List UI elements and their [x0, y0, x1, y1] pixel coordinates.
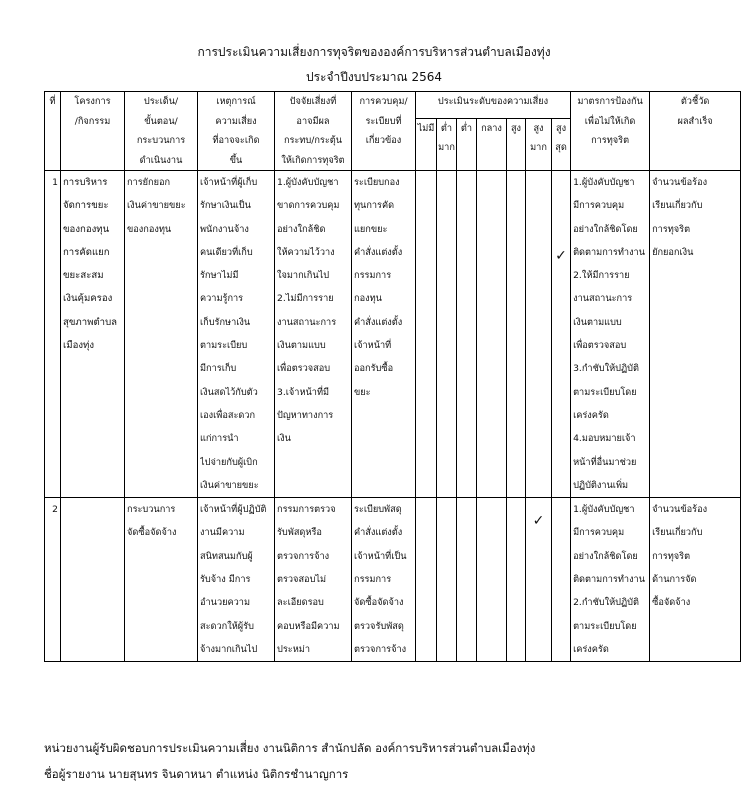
cell-line: ของกองทุน: [63, 223, 110, 235]
cell-line: เงินตามแบบ: [573, 316, 622, 328]
cell-line: สุขภาพตำบล: [63, 316, 118, 328]
cell-line: การทุจริต: [652, 550, 691, 562]
row-number: 1: [45, 171, 61, 498]
level-cell: [457, 498, 477, 662]
cell-line: เงินค่าขายขยะ: [127, 200, 186, 212]
cell-line: 1.ผู้บังคับบัญชา: [277, 177, 339, 188]
cell-line: ระเบียบพัสดุ: [354, 504, 402, 516]
cell-line: สะดวกให้ผู้รับ: [200, 620, 254, 632]
cell-line: หน้าที่อื่นมาช่วย: [573, 456, 637, 468]
header-level-high: สูง: [507, 118, 526, 170]
cell-line: เมืองทุ่ง: [63, 340, 95, 352]
cell-line: เจ้าหน้าที่ผู้เก็บ: [200, 177, 258, 188]
issue-cell: [125, 171, 198, 498]
control-cell: [352, 171, 416, 498]
cell-line: ตรวจการจ้าง: [277, 550, 330, 562]
indicator-cell: [650, 498, 741, 662]
cell-line: กองทุน: [354, 293, 382, 305]
cell-line: รับจ้าง มีการ: [200, 574, 251, 586]
cell-line: ประหม่า: [277, 643, 310, 655]
cell-line: คำสั่งแต่งตั้ง: [354, 316, 403, 328]
cell-line: เจ้าหน้าที่: [354, 340, 392, 352]
level-cell: [552, 498, 571, 662]
cell-line: เงินค่าขายขยะ: [200, 479, 259, 491]
checkmark-icon: ✓: [532, 513, 545, 530]
cell-line: งานมีความ: [200, 527, 245, 539]
control-cell: [352, 498, 416, 662]
cell-line: ตรวจสอบไม่: [277, 574, 327, 586]
cell-line: สนิทสนมกับผู้: [200, 550, 253, 562]
cell-line: มีการเก็บ: [200, 363, 237, 375]
risk-assessment-table: [44, 91, 741, 662]
fiscal-year-subtitle: ประจำปีงบประมาณ 2564: [305, 70, 442, 84]
header-level-very-low: ต่ำ มาก: [437, 118, 457, 170]
header-level-low: ต่ำ: [457, 118, 477, 170]
cell-line: จัดซื้อจัดจ้าง: [354, 597, 404, 609]
cell-line: ระเบียบกอง: [354, 177, 400, 188]
header-level-highest: สูง สุด: [552, 118, 571, 170]
level-cell: [416, 498, 437, 662]
cell-line: ของกองทุน: [127, 223, 172, 235]
cell-line: ละเอียดรอบ: [277, 597, 324, 609]
cell-line: กรรมการ: [354, 270, 392, 282]
cell-line: เรียนเกี่ยวกับ: [652, 527, 703, 539]
cell-line: 2.ไม่มีการราย: [277, 293, 334, 305]
level-cell: [526, 498, 552, 662]
cell-line: ปฏิบัติงานเพิ่ม: [573, 479, 629, 491]
cell-line: คำสั่งแต่งตั้ง: [354, 246, 403, 258]
cell-line: เองเพื่อสะดวก: [200, 409, 256, 421]
level-cell: [437, 498, 457, 662]
cell-line: มีการควบคุม: [573, 200, 625, 212]
cell-line: เงินตามแบบ: [277, 340, 326, 352]
cell-line: ยักยอกเงิน: [652, 246, 694, 258]
cell-line: 3.เจ้าหน้าที่มี: [277, 386, 330, 398]
reporter-info: ชื่อผู้รายงาน นายสุนทร จินดาหนา ตำแหน่ง นิติกรชำนาญการ: [44, 767, 349, 781]
table-row: [45, 498, 741, 662]
risk-factor-cell: [275, 171, 352, 498]
level-cell: [477, 498, 507, 662]
cell-line: เคร่งครัด: [573, 409, 609, 421]
cell-line: งานสถานะการ: [573, 293, 633, 305]
level-cell: [477, 171, 507, 498]
header-no: ที่: [45, 92, 61, 171]
cell-line: จำนวนข้อร้อง: [652, 177, 708, 188]
cell-line: คำสั่งแต่งตั้ง: [354, 527, 403, 539]
cell-line: ติดตามการทำงาน: [573, 246, 645, 258]
cell-line: ออกรับซื้อ: [354, 363, 394, 375]
level-cell: [457, 171, 477, 498]
cell-line: อย่างใกล้ชิดโดย: [573, 223, 638, 235]
header-indicator: ตัวชี้วัด ผลสำเร็จ: [650, 92, 741, 171]
cell-line: รับพัสดุหรือ: [277, 527, 322, 539]
cell-line: รักษาเงินเป็น: [200, 200, 251, 212]
cell-line: ซื้อจัดจ้าง: [652, 597, 691, 609]
cell-line: 3.กำชับให้ปฏิบัติ: [573, 363, 639, 375]
cell-line: ตามระเบียบโดย: [573, 620, 637, 632]
header-level-very-high: สูง มาก: [526, 118, 552, 170]
cell-line: เงินสดไว้กับตัว: [200, 386, 258, 398]
cell-line: แก่การนำ: [200, 433, 239, 445]
header-level-medium: กลาง: [477, 118, 507, 170]
cell-line: เพื่อตรวจสอบ: [573, 340, 627, 352]
project-cell: [61, 498, 125, 662]
level-cell: [552, 171, 571, 498]
document-title: การประเมินความเสี่ยงการทุจริตขององค์การบริหารส่วนตำบลเมืองทุ่ง: [197, 45, 551, 59]
level-cell: [437, 171, 457, 498]
cell-line: อย่างใกล้ชิด: [277, 223, 326, 235]
header-risk-event: เหตุการณ์ ความเสี่ยง ที่อาจจะเกิด ขึ้น: [198, 92, 275, 171]
cell-line: กรรมการ: [354, 574, 392, 586]
cell-line: อำนวยความ: [200, 597, 251, 609]
cell-line: การบริหาร: [63, 177, 108, 188]
cell-line: เงิน: [277, 433, 291, 445]
cell-line: ทุนการคัด: [354, 200, 395, 212]
cell-line: พนักงานจ้าง: [200, 223, 249, 235]
cell-line: ไปจ่ายกับผู้เบิก: [200, 456, 258, 468]
cell-line: แยกขยะ: [354, 223, 388, 235]
level-cell: [507, 498, 526, 662]
cell-line: เจ้าหน้าที่ผู้ปฏิบัติ: [200, 504, 267, 516]
cell-line: ตรวจการจ้าง: [354, 643, 407, 655]
cell-line: ติดตามการทำงาน: [573, 574, 645, 586]
cell-line: 1.ผู้บังคับบัญชา: [573, 177, 635, 188]
cell-line: ด้านการจัด: [652, 574, 697, 586]
cell-line: คอบหรือมีความ: [277, 620, 340, 632]
table-row: [45, 171, 741, 498]
cell-line: งานสถานะการ: [277, 316, 337, 328]
header-project: โครงการ /กิจกรรม: [61, 92, 125, 171]
cell-line: การคัดแยก: [63, 246, 110, 258]
cell-line: ใจมากเกินไป: [277, 270, 330, 282]
prevention-measure-cell: [571, 498, 650, 662]
cell-line: จัดซื้อจัดจ้าง: [127, 527, 177, 539]
risk-factor-cell: [275, 498, 352, 662]
header-risk-level-group: ประเมินระดับของความเสี่ยง: [416, 92, 571, 119]
cell-line: ตรวจรับพัสดุ: [354, 620, 404, 632]
level-cell: [416, 171, 437, 498]
cell-line: 4.มอบหมายเจ้า: [573, 433, 636, 445]
cell-line: กรรมการตรวจ: [277, 504, 336, 516]
cell-line: เจ้าหน้าที่เป็น: [354, 550, 407, 562]
header-level-none: ไม่มี: [416, 118, 437, 170]
cell-line: ให้ความไว้วาง: [277, 246, 335, 258]
cell-line: 1.ผู้บังคับบัญชา: [573, 504, 635, 516]
cell-line: เก็บรักษาเงิน: [200, 316, 251, 328]
header-issue: ประเด็น/ ขั้นตอน/ กระบวนการ ดำเนินงาน: [125, 92, 198, 171]
risk-event-cell: [198, 498, 275, 662]
checkmark-icon: ✓: [555, 248, 567, 264]
cell-line: ความรู้การ: [200, 293, 244, 305]
cell-line: มีการควบคุม: [573, 527, 625, 539]
risk-event-cell: [198, 171, 275, 498]
cell-line: ขาดการควบคุม: [277, 200, 340, 212]
cell-line: รักษาไม่มี: [200, 270, 239, 282]
cell-line: เงินคุ้มครอง: [63, 293, 113, 305]
cell-line: จำนวนข้อร้อง: [652, 504, 708, 516]
cell-line: ขยะ: [354, 386, 371, 398]
cell-line: ตามระเบียบ: [200, 340, 248, 352]
cell-line: ขยะสะสม: [63, 270, 104, 282]
header-prevention-measure: มาตรการป้องกัน เพื่อไม่ให้เกิด การทุจริต: [571, 92, 650, 171]
level-cell: [526, 171, 552, 498]
cell-line: เพื่อตรวจสอบ: [277, 363, 331, 375]
cell-line: การยักยอก: [127, 177, 171, 188]
header-control: การควบคุม/ ระเบียบที่ เกี่ยวข้อง: [352, 92, 416, 171]
issue-cell: [125, 498, 198, 662]
responsible-unit: หน่วยงานผู้รับผิดชอบการประเมินความเสี่ยง งานนิติการ สำนักปลัด องค์การบริหารส่วนตำบลเมืองทุ่ง: [44, 741, 536, 755]
cell-line: คนเดียวที่เก็บ: [200, 246, 253, 258]
cell-line: จัดการขยะ: [63, 200, 109, 212]
cell-line: อย่างใกล้ชิดโดย: [573, 550, 638, 562]
project-cell: [61, 171, 125, 498]
cell-line: เรียนเกี่ยวกับ: [652, 200, 703, 212]
cell-line: ตามระเบียบโดย: [573, 386, 637, 398]
cell-line: การทุจริต: [652, 223, 691, 235]
cell-line: จ้างมากเกินไป: [200, 643, 258, 655]
row-number: 2: [45, 498, 61, 662]
cell-line: 2.ให้มีการราย: [573, 270, 630, 282]
cell-line: เคร่งครัด: [573, 643, 609, 655]
prevention-measure-cell: [571, 171, 650, 498]
indicator-cell: [650, 171, 741, 498]
level-cell: [507, 171, 526, 498]
cell-line: กระบวนการ: [127, 504, 176, 516]
header-risk-factor: ปัจจัยเสี่ยงที่ อาจมีผล กระทบ/กระตุ้น ให้เกิดการทุจริต: [275, 92, 352, 171]
cell-line: ปัญหาทางการ: [277, 409, 334, 421]
cell-line: 2.กำชับให้ปฏิบัติ: [573, 597, 639, 609]
